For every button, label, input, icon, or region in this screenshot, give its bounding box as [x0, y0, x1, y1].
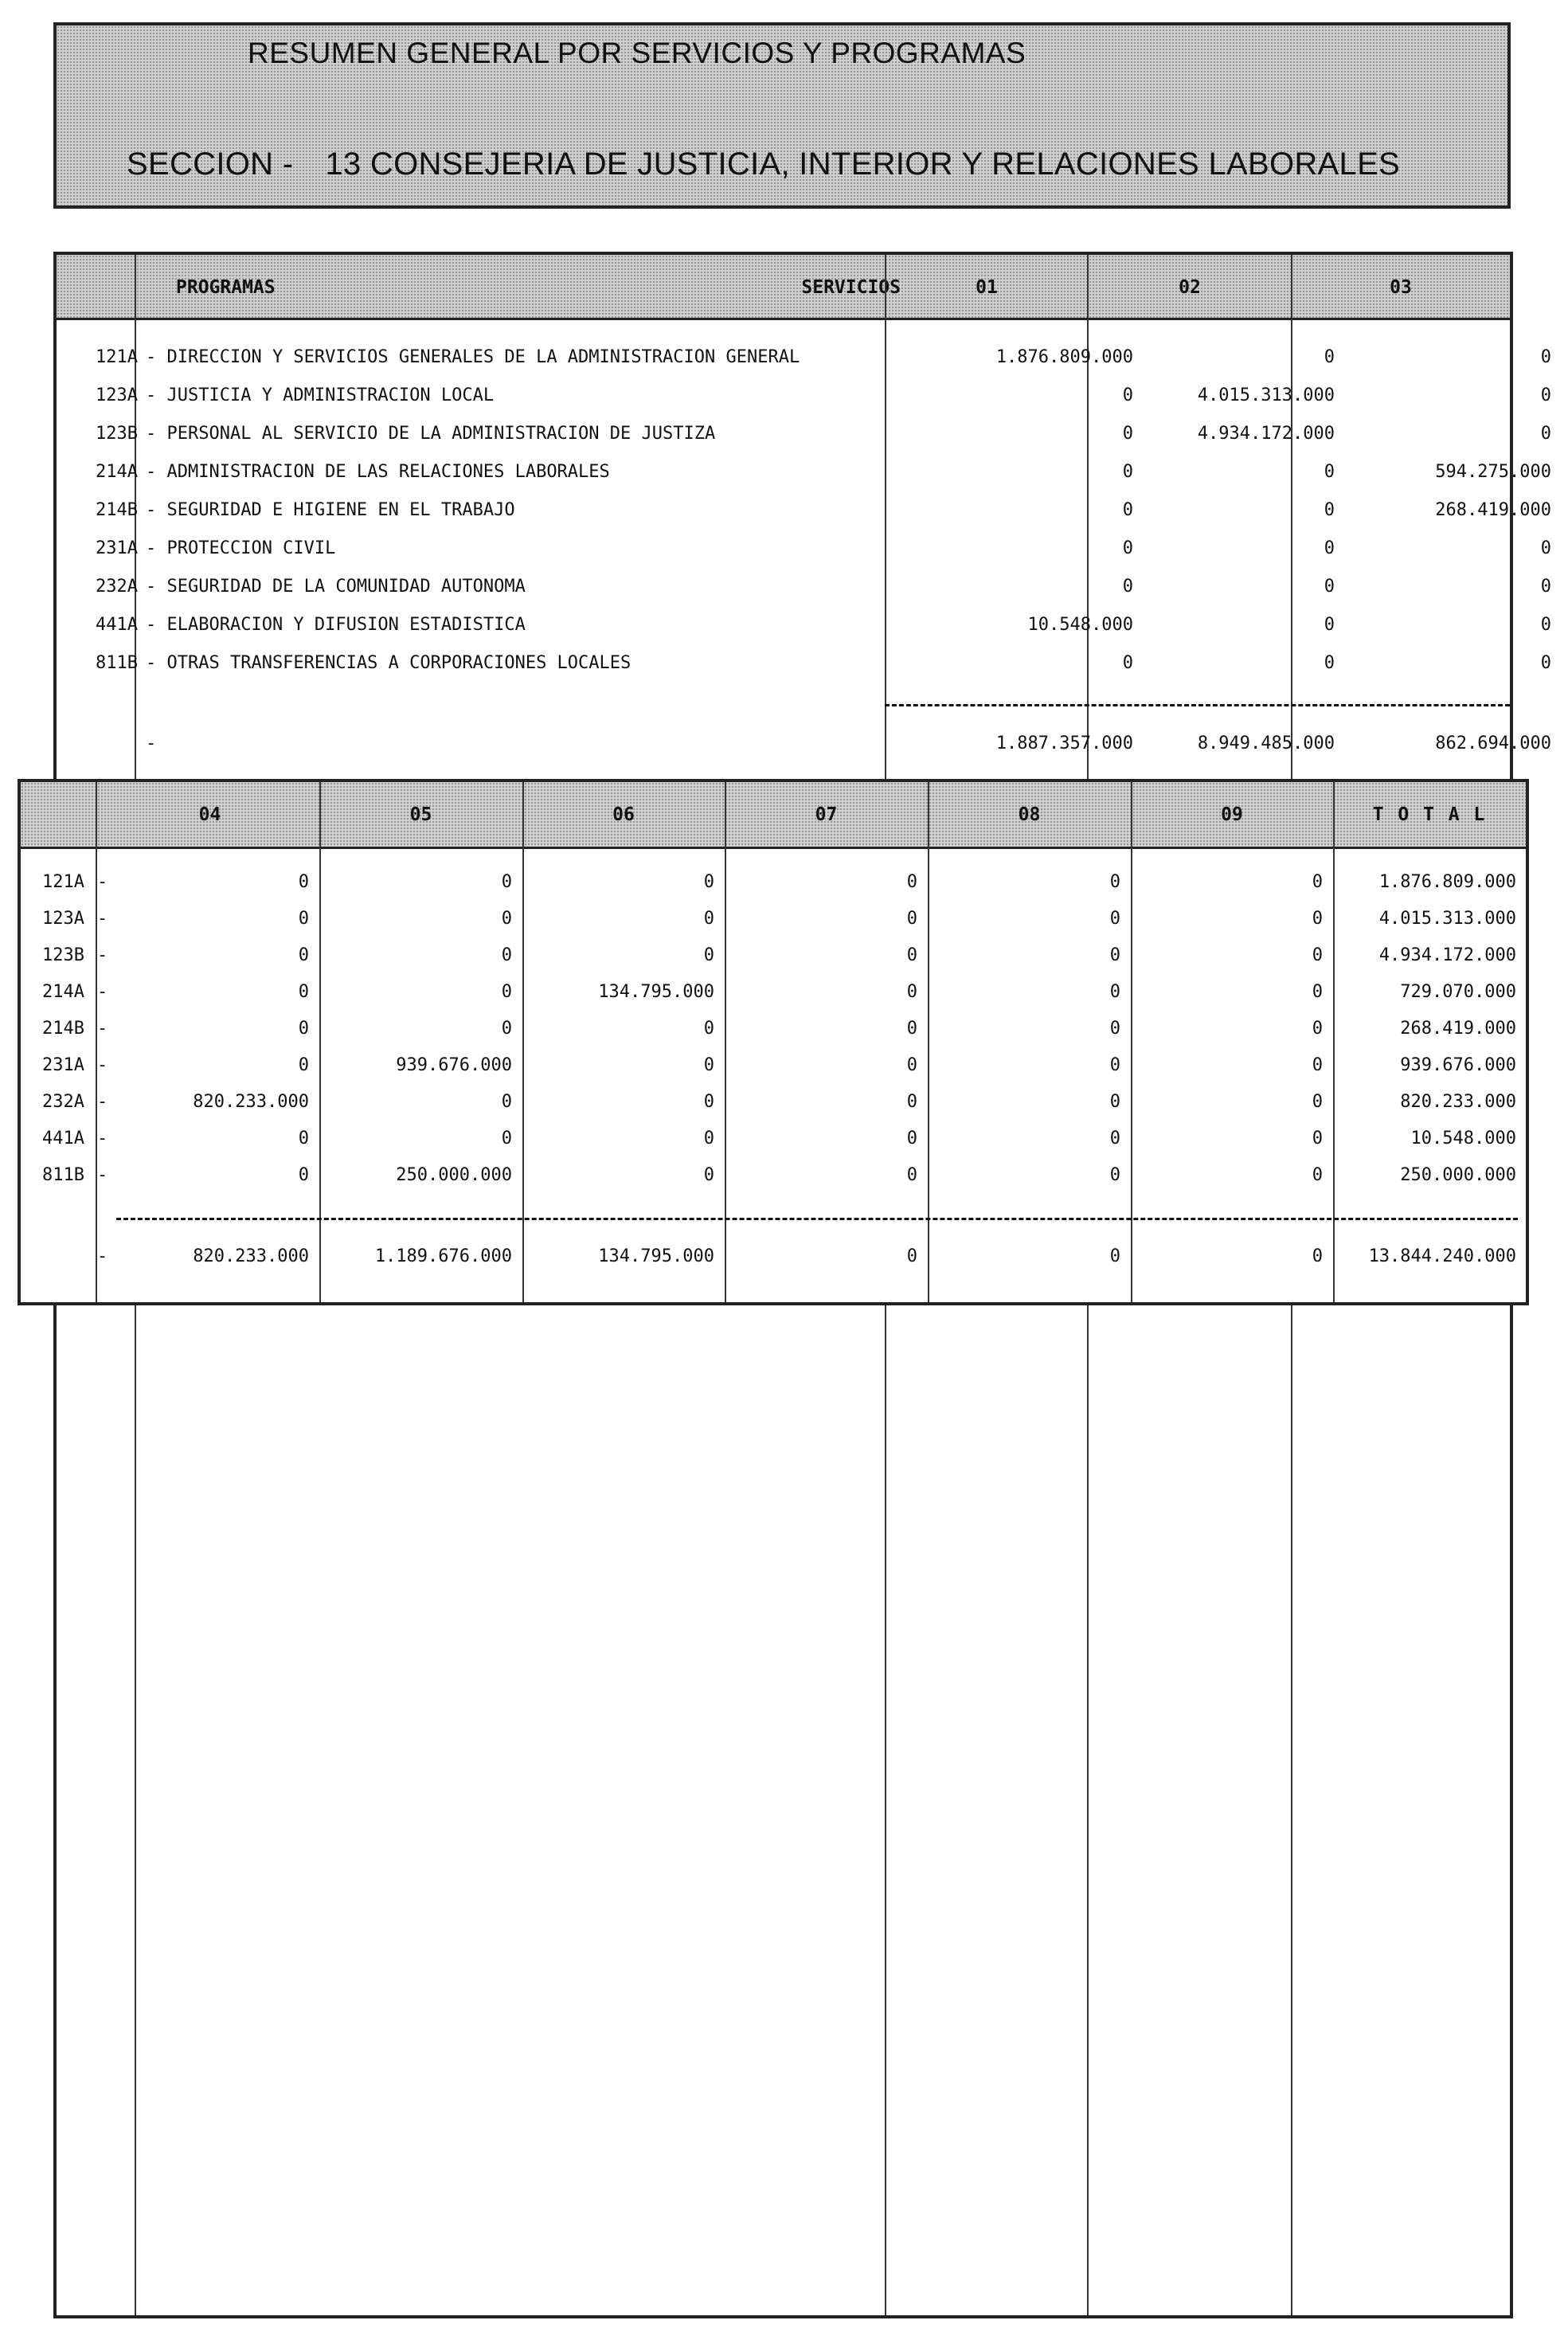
row-dash: -	[97, 909, 108, 929]
col-02-header: 02	[1179, 277, 1201, 298]
program-code: 441A	[96, 615, 138, 635]
table1-row	[57, 653, 1551, 691]
report-title: RESUMEN GENERAL POR SERVICIOS Y PROGRAMAS	[248, 37, 1026, 69]
servicio-02-value: 0	[1324, 538, 1335, 558]
row-total-value: 939.676.000	[1400, 1055, 1516, 1075]
servicio-06-value: 0	[703, 909, 714, 929]
servicio-04-value: 0	[298, 909, 309, 929]
program-code: 123A	[96, 385, 138, 405]
program-code: 811B	[42, 1165, 84, 1185]
servicio-08-value: 0	[1109, 1092, 1120, 1112]
servicio-01-value: 0	[1122, 538, 1133, 558]
servicio-04-value: 0	[298, 982, 309, 1002]
servicio-09-value: 0	[1312, 909, 1323, 929]
program-code: 231A	[42, 1055, 84, 1075]
servicio-09-value: 0	[1312, 1092, 1323, 1112]
section-label: SECCION -	[127, 147, 294, 182]
servicio-03-value: 0	[1540, 347, 1551, 367]
servicio-07-value: 0	[906, 872, 917, 892]
table1-row	[57, 538, 1551, 577]
servicio-07-value: 0	[906, 1129, 917, 1148]
servicio-06-value: 0	[703, 872, 714, 892]
col-programas-header: PROGRAMAS	[176, 277, 276, 298]
program-code: 232A	[42, 1092, 84, 1112]
servicio-01-value: 0	[1122, 577, 1133, 597]
servicio-06-value: 0	[703, 1092, 714, 1112]
total-08-value: 0	[1109, 1246, 1120, 1266]
table2-row	[21, 872, 1526, 909]
row-dash: -	[97, 1055, 108, 1075]
program-code: 123B	[42, 945, 84, 965]
t1-divider-02-lower	[1087, 1305, 1089, 2315]
servicio-01-value: 0	[1122, 500, 1133, 520]
table2-row	[21, 1165, 1526, 1202]
servicio-03-value: 594.275.000	[1435, 462, 1551, 482]
servicio-01-value: 0	[1122, 424, 1133, 444]
table1-row	[57, 615, 1551, 653]
col-01-header: 01	[976, 277, 998, 298]
row-dash: -	[97, 982, 108, 1002]
program-description: - PROTECCION CIVIL	[146, 538, 336, 558]
program-code: 214B	[42, 1019, 84, 1039]
servicio-05-value: 0	[501, 872, 512, 892]
total-02-value: 8.949.485.000	[1197, 734, 1335, 753]
program-description: - DIRECCION Y SERVICIOS GENERALES DE LA ADMINISTRACION GENERAL	[146, 347, 800, 367]
program-code: 214B	[96, 500, 138, 520]
servicio-07-value: 0	[906, 982, 917, 1002]
col-06-header: 06	[612, 804, 635, 825]
col-03-header: 03	[1390, 277, 1412, 298]
servicio-03-value: 268.419.000	[1435, 500, 1551, 520]
row-total-value: 4.934.172.000	[1378, 945, 1516, 965]
program-description: - PERSONAL AL SERVICIO DE LA ADMINISTRACION DE JUSTIZA	[146, 424, 716, 444]
program-code: 123A	[42, 909, 84, 929]
row-total-value: 10.548.000	[1410, 1129, 1516, 1148]
servicio-06-value: 0	[703, 1129, 714, 1148]
servicio-09-value: 0	[1312, 1019, 1323, 1039]
servicio-06-value: 0	[703, 1019, 714, 1039]
program-code: 214A	[96, 462, 138, 482]
servicio-08-value: 0	[1109, 945, 1120, 965]
servicio-04-value: 820.233.000	[193, 1092, 309, 1112]
total-dash: -	[146, 734, 157, 753]
row-dash: -	[97, 1165, 108, 1185]
col-09-header: 09	[1221, 804, 1243, 825]
total-04-value: 820.233.000	[193, 1246, 309, 1266]
table2	[18, 779, 1529, 1305]
table2-row	[21, 982, 1526, 1019]
servicio-08-value: 0	[1109, 1019, 1120, 1039]
total-03-value: 862.694.000	[1435, 734, 1551, 753]
table1-row	[57, 347, 1551, 385]
program-description: - SEGURIDAD DE LA COMUNIDAD AUTONOMA	[146, 577, 526, 597]
program-description: - SEGURIDAD E HIGIENE EN EL TRABAJO	[146, 500, 515, 520]
servicio-02-value: 0	[1324, 347, 1335, 367]
servicio-08-value: 0	[1109, 982, 1120, 1002]
table1-total-row	[57, 734, 1551, 772]
servicio-09-value: 0	[1312, 1055, 1323, 1075]
table2-row	[21, 945, 1526, 982]
col-04-header: 04	[198, 804, 221, 825]
col-total-header: T O T A L	[1372, 804, 1487, 825]
section-heading	[127, 147, 1400, 182]
servicio-05-value: 0	[501, 982, 512, 1002]
servicio-02-value: 0	[1324, 577, 1335, 597]
table2-row	[21, 1019, 1526, 1055]
servicio-03-value: 0	[1540, 577, 1551, 597]
servicio-09-value: 0	[1312, 945, 1323, 965]
program-code: 214A	[42, 982, 84, 1002]
row-total-value: 1.876.809.000	[1378, 872, 1516, 892]
servicio-04-value: 0	[298, 1055, 309, 1075]
program-description: - OTRAS TRANSFERENCIAS A CORPORACIONES LOCALES	[146, 653, 632, 673]
servicio-07-value: 0	[906, 1092, 917, 1112]
servicio-01-value: 0	[1122, 653, 1133, 673]
servicio-05-value: 250.000.000	[396, 1165, 512, 1185]
program-code: 121A	[96, 347, 138, 367]
program-description: - ADMINISTRACION DE LAS RELACIONES LABORALES	[146, 462, 610, 482]
t1-divider-code-lower	[135, 1305, 136, 2315]
table2-row	[21, 1055, 1526, 1092]
t1-divider-03-lower	[1291, 1305, 1292, 2315]
servicio-06-value: 0	[703, 945, 714, 965]
servicio-04-value: 0	[298, 1019, 309, 1039]
row-total-value: 820.233.000	[1400, 1092, 1516, 1112]
servicio-08-value: 0	[1109, 1129, 1120, 1148]
servicio-08-value: 0	[1109, 872, 1120, 892]
row-dash: -	[97, 1092, 108, 1112]
servicio-02-value: 0	[1324, 615, 1335, 635]
header-banner	[53, 22, 1511, 209]
servicio-04-value: 0	[298, 872, 309, 892]
servicio-05-value: 0	[501, 1019, 512, 1039]
servicio-09-value: 0	[1312, 1129, 1323, 1148]
row-total-value: 268.419.000	[1400, 1019, 1516, 1039]
program-code: 232A	[96, 577, 138, 597]
servicio-06-value: 0	[703, 1055, 714, 1075]
table2-total-row	[21, 1246, 1526, 1283]
servicio-02-value: 4.934.172.000	[1197, 424, 1335, 444]
servicio-01-value: 0	[1122, 462, 1133, 482]
table2-header	[21, 782, 1526, 849]
servicio-07-value: 0	[906, 1019, 917, 1039]
table1-row	[57, 385, 1551, 424]
servicio-02-value: 0	[1324, 653, 1335, 673]
program-code: 441A	[42, 1129, 84, 1148]
servicio-05-value: 0	[501, 1129, 512, 1148]
program-code: 811B	[96, 653, 138, 673]
row-dash: -	[97, 1019, 108, 1039]
program-code: 231A	[96, 538, 138, 558]
table2-row	[21, 1092, 1526, 1129]
servicio-09-value: 0	[1312, 982, 1323, 1002]
section-name: 13 CONSEJERIA DE JUSTICIA, INTERIOR Y RELACIONES LABORALES	[325, 147, 1401, 182]
servicio-03-value: 0	[1540, 385, 1551, 405]
servicio-05-value: 0	[501, 945, 512, 965]
total-05-value: 1.189.676.000	[374, 1246, 512, 1266]
total-07-value: 0	[906, 1246, 917, 1266]
servicio-03-value: 0	[1540, 538, 1551, 558]
servicio-07-value: 0	[906, 909, 917, 929]
servicio-04-value: 0	[298, 945, 309, 965]
servicio-09-value: 0	[1312, 872, 1323, 892]
servicio-08-value: 0	[1109, 1055, 1120, 1075]
program-description: - JUSTICIA Y ADMINISTRACION LOCAL	[146, 385, 495, 405]
table1-row	[57, 577, 1551, 615]
table1-subtotal-rule	[885, 704, 1510, 706]
servicio-01-value: 0	[1122, 385, 1133, 405]
col-07-header: 07	[815, 804, 838, 825]
col-05-header: 05	[409, 804, 432, 825]
row-dash: -	[97, 872, 108, 892]
table1-row	[57, 424, 1551, 462]
servicio-06-value: 134.795.000	[598, 982, 714, 1002]
row-total-value: 4.015.313.000	[1378, 909, 1516, 929]
servicio-08-value: 0	[1109, 909, 1120, 929]
servicio-07-value: 0	[906, 1165, 917, 1185]
servicio-04-value: 0	[298, 1165, 309, 1185]
row-total-value: 250.000.000	[1400, 1165, 1516, 1185]
servicio-02-value: 0	[1324, 500, 1335, 520]
servicio-05-value: 0	[501, 909, 512, 929]
servicio-07-value: 0	[906, 1055, 917, 1075]
table2-row	[21, 1129, 1526, 1165]
servicio-03-value: 0	[1540, 615, 1551, 635]
servicio-03-value: 0	[1540, 424, 1551, 444]
row-total-value: 729.070.000	[1400, 982, 1516, 1002]
program-description: - ELABORACION Y DIFUSION ESTADISTICA	[146, 615, 526, 635]
servicio-04-value: 0	[298, 1129, 309, 1148]
total-09-value: 0	[1312, 1246, 1323, 1266]
servicio-09-value: 0	[1312, 1165, 1323, 1185]
program-code: 121A	[42, 872, 84, 892]
total-dash: -	[97, 1246, 108, 1266]
servicio-01-value: 1.876.809.000	[995, 347, 1133, 367]
total-01-value: 1.887.357.000	[995, 734, 1133, 753]
t1-divider-01-lower	[885, 1305, 886, 2315]
row-dash: -	[97, 1129, 108, 1148]
total-06-value: 134.795.000	[598, 1246, 714, 1266]
table1-row	[57, 500, 1551, 538]
servicio-05-value: 939.676.000	[396, 1055, 512, 1075]
servicio-07-value: 0	[906, 945, 917, 965]
servicio-06-value: 0	[703, 1165, 714, 1185]
servicio-01-value: 10.548.000	[1027, 615, 1133, 635]
servicio-02-value: 4.015.313.000	[1197, 385, 1335, 405]
col-08-header: 08	[1018, 804, 1041, 825]
servicio-05-value: 0	[501, 1092, 512, 1112]
program-code: 123B	[96, 424, 138, 444]
servicio-02-value: 0	[1324, 462, 1335, 482]
col-servicios-header: SERVICIOS	[801, 277, 901, 298]
servicio-03-value: 0	[1540, 653, 1551, 673]
table1-row	[57, 462, 1551, 500]
table2-row	[21, 909, 1526, 945]
servicio-08-value: 0	[1109, 1165, 1120, 1185]
row-dash: -	[97, 945, 108, 965]
table2-subtotal-rule	[116, 1218, 1518, 1220]
grand-total-value: 13.844.240.000	[1368, 1246, 1516, 1266]
